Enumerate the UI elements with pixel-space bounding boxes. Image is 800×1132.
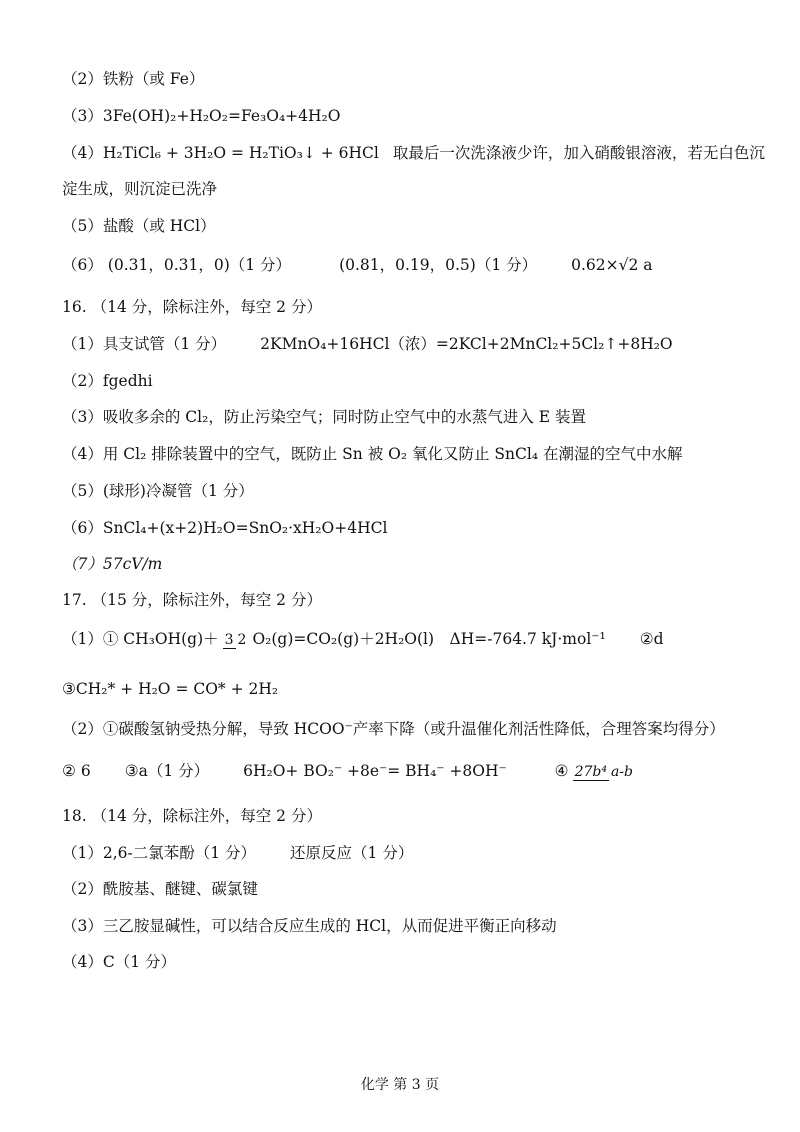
answer-line: （6） (0.31，0.31，0)（1 分） (0.81，0.19，0.5)（1 分） 0.62×√2 a bbox=[62, 256, 653, 274]
answer-line: （2）铁粉（或 Fe） bbox=[62, 70, 205, 88]
question-heading: 16. （14 分，除标注外，每空 2 分） bbox=[62, 298, 322, 316]
answer-line: （3）吸收多余的 Cl₂，防止污染空气；同时防止空气中的水蒸气进入 E 装置 bbox=[62, 408, 586, 426]
answer-line: （1）2,6-二氯苯酚（1 分） 还原反应（1 分） bbox=[62, 844, 414, 862]
answer-line: （3）3Fe(OH)₂+H₂O₂=Fe₃O₄+4H₂O bbox=[62, 107, 341, 125]
answer-line: ② 6 ③a（1 分） 6H₂O+ BO₂⁻ +8e⁻= BH₄⁻ +8OH⁻ ④ 27b⁴ a-b bbox=[62, 762, 633, 780]
answer-line: （7）57cV/m bbox=[62, 555, 163, 573]
fraction-three-halves: 3 2 bbox=[224, 631, 247, 648]
answer-line: ③CH₂* + H₂O = CO* + 2H₂ bbox=[62, 680, 279, 698]
answer-line: （5）盐酸（或 HCl） bbox=[62, 217, 216, 235]
answer-line: （1）具支试管（1 分） 2KMnO₄+16HCl（浓）=2KCl+2MnCl₂+5Cl₂↑+8H₂O bbox=[62, 335, 673, 353]
question-heading: 17. （15 分，除标注外，每空 2 分） bbox=[62, 591, 322, 609]
answer-line: （5）(球形)冷凝管（1 分） bbox=[62, 482, 254, 500]
answer-line: （1）① CH₃OH(g)＋ 3 2 O₂(g)=CO₂(g)＋2H₂O(l) ΔH=-764.7 kJ·mol⁻¹ ②d bbox=[62, 630, 664, 648]
answer-line: （2）fgedhi bbox=[62, 372, 153, 390]
answer-line: （3）三乙胺显碱性，可以结合反应生成的 HCl，从而促进平衡正向移动 bbox=[62, 917, 557, 935]
fraction-answer: 27b⁴ a-b bbox=[574, 763, 633, 780]
answer-line: （6）SnCl₄+(x+2)H₂O=SnO₂·xH₂O+4HCl bbox=[62, 519, 388, 537]
answer-line: （4）C（1 分） bbox=[62, 953, 177, 971]
page-footer: 化学 第 3 页 bbox=[360, 1077, 440, 1093]
question-heading: 18. （14 分，除标注外，每空 2 分） bbox=[62, 807, 322, 825]
answer-line: 淀生成，则沉淀已洗净 bbox=[62, 180, 218, 198]
answer-line: （4）用 Cl₂ 排除装置中的空气，既防止 Sn 被 O₂ 氧化又防止 SnCl₄ 在潮湿的空气中水解 bbox=[62, 445, 683, 463]
answer-line: （2）①碳酸氢钠受热分解，导致 HCOO⁻产率下降（或升温催化剂活性降低，合理答案均得分） bbox=[62, 720, 725, 738]
answer-line: （4）H₂TiCl₆ + 3H₂O = H₂TiO₃↓ + 6HCl 取最后一次洗涤液少许，加入硝酸银溶液，若无白色沉 bbox=[62, 144, 765, 162]
answer-line: （2）酰胺基、醚键、碳氯键 bbox=[62, 880, 258, 898]
